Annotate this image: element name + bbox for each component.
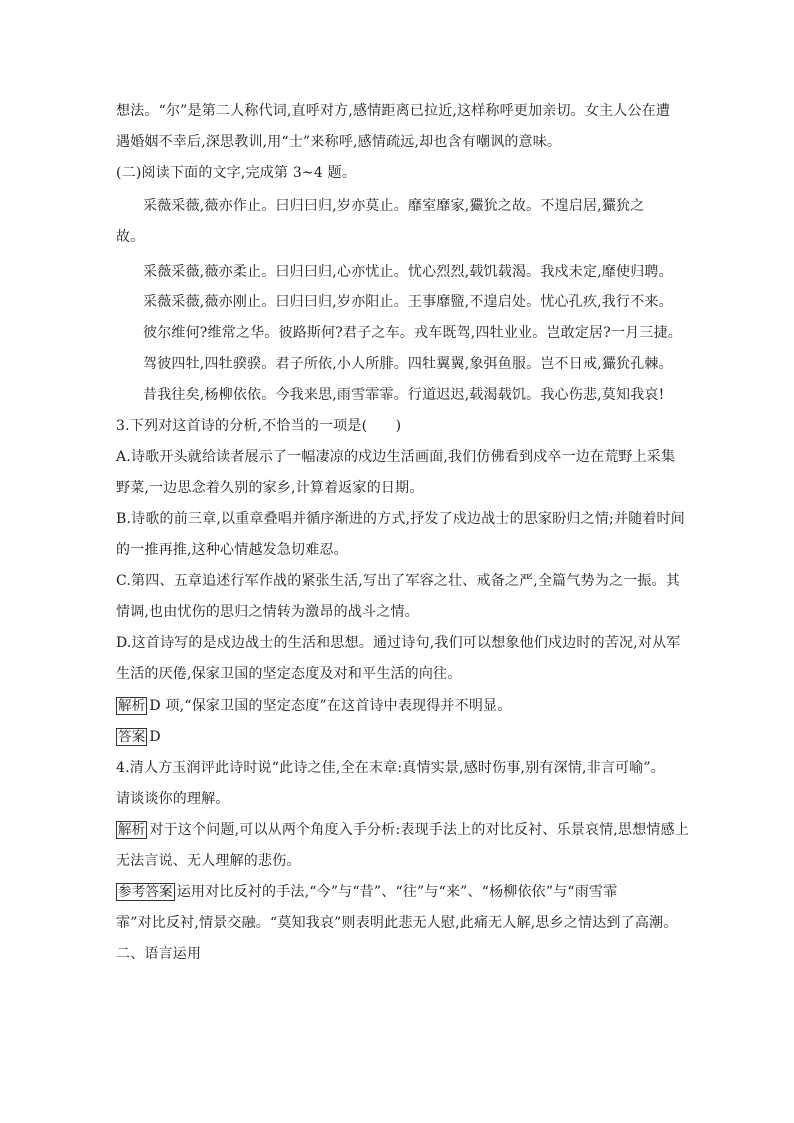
section-title: 二、语言运用 — [116, 946, 202, 962]
option-b: B.诗歌的前三章,以重章叠唱并循序渐进的方式,抒发了戍边战士的思家盼归之情;并随着时间 — [116, 511, 685, 527]
reference-answer — [116, 882, 617, 902]
option-c: C.第四、五章追述行军作战的紧张生活,写出了军容之壮、戒备之严,全篇气势为之一振。其 — [116, 573, 680, 589]
option-b-cont: 的一推再推,这种心情越发急切难忍。 — [116, 542, 348, 558]
text-line: 想法。“尔”是第二人称代词,直呼对方,感情距离已拉近,这样称呼更加亲切。女主人公在遭 — [116, 103, 671, 119]
analysis-3 — [116, 696, 511, 716]
text-line: 遇婚姻不幸后,深思教训,用“士”来称呼,感情疏远,却也含有嘲讽的意味。 — [116, 134, 562, 150]
poem-line: 采薇采薇,薇亦刚止。曰归曰归,岁亦阳止。王事靡盬,不遑启处。忧心孔疚,我行不来。 — [143, 294, 673, 310]
reference-answer-label: 参考答案 — [118, 884, 173, 900]
poem-line: 故。 — [116, 229, 145, 245]
analysis-label: 解析 — [118, 822, 146, 838]
option-d: D.这首诗写的是戍边战士的生活和思想。通过诗句,我们可以想象他们戍边时的苦况,对从军 — [116, 635, 681, 651]
option-d-cont: 生活的厌倦,保家卫国的坚定态度及对和平生活的向往。 — [116, 666, 462, 682]
reference-answer-text: 运用对比反衬的手法,“今”与“昔”、“往”与“来”、“杨柳依依”与“雨雪霏 — [176, 884, 618, 900]
reference-answer-cont: 霏”对比反衬,情景交融。“莫知我哀”则表明此悲无人慰,此痛无人解,思乡之情达到了高潮。 — [116, 915, 678, 931]
option-a-cont: 野菜,一边思念着久别的家乡,计算着返家的日期。 — [116, 480, 424, 496]
analysis-label: 解析 — [118, 698, 146, 714]
poem-line: 采薇采薇,薇亦作止。曰归曰归,岁亦莫止。靡室靡家,玁狁之故。不遑启居,玁狁之 — [143, 198, 645, 214]
analysis-text: D 项,“保家卫国的坚定态度”在这首诗中表现得并不明显。 — [149, 698, 512, 714]
analysis-text: 对于这个问题,可以从两个角度入手分析:表现手法上的对比反衬、乐景哀情,思想情感上 — [149, 822, 690, 838]
option-c-cont: 情调,也由忧伤的思归之情转为激昂的战斗之情。 — [116, 604, 419, 620]
analysis-4-cont: 无法言说、无人理解的悲伤。 — [116, 853, 301, 869]
poem-line: 驾彼四牡,四牡骙骙。君子所依,小人所腓。四牡翼翼,象弭鱼服。岂不日戒,玁狁孔棘。 — [143, 356, 673, 372]
option-a: A.诗歌开头就给读者展示了一幅凄凉的戍边生活画面,我们仿佛看到戍卒一边在荒野上采集 — [116, 449, 676, 465]
section-heading: (二)阅读下面的文字,完成第 3~4 题。 — [116, 165, 357, 181]
poem-line: 昔我往矣,杨柳依依。今我来思,雨雪霏霏。行道迟迟,载渴载饥。我心伤悲,莫知我哀! — [143, 387, 665, 403]
poem-line: 采薇采薇,薇亦柔止。曰归曰归,心亦忧止。忧心烈烈,载饥载渴。我戍未定,靡使归聘。 — [143, 264, 673, 280]
analysis-4 — [116, 820, 689, 840]
question-4: 4.清人方玉润评此诗时说“此诗之佳,全在末章:真情实景,感时伤事,别有深情,非言可喻”。 — [116, 760, 665, 776]
answer-3 — [116, 727, 161, 747]
poem-line: 彼尔维何?维常之华。彼路斯何?君子之车。戎车既驾,四牡业业。岂敢定居?一月三捷。 — [143, 325, 682, 341]
answer-text: D — [149, 729, 161, 745]
answer-label: 答案 — [118, 729, 146, 745]
question-3: 3.下列对这首诗的分析,不恰当的一项是( ) — [116, 418, 402, 434]
question-4-cont: 请谈谈你的理解。 — [116, 791, 230, 807]
